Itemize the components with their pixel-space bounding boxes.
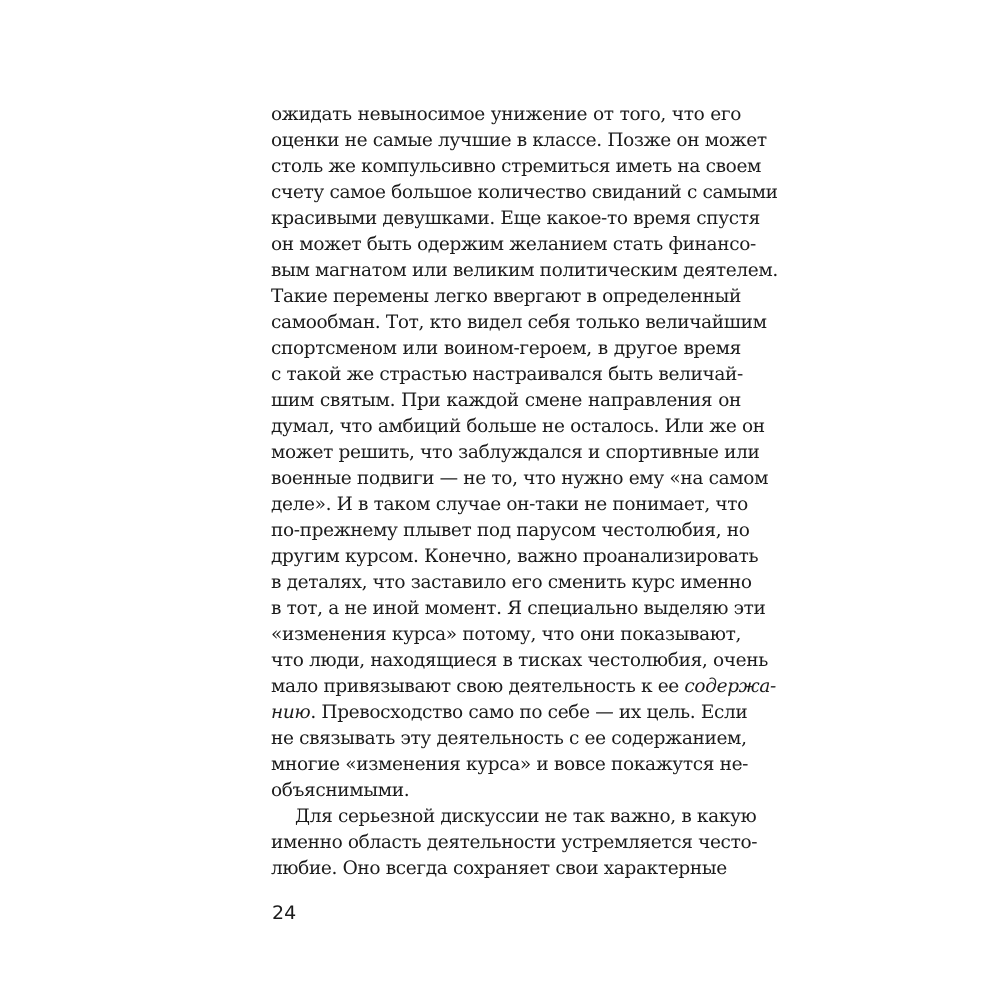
italic-text: нию bbox=[271, 702, 311, 723]
text-line bbox=[271, 388, 741, 414]
text-run: объяснимыми. bbox=[271, 780, 410, 801]
text-line bbox=[271, 674, 776, 700]
text-run: с такой же страстью настраивался быть величай- bbox=[271, 364, 743, 385]
text-run: может решить, что заблуждался и спортивные или bbox=[271, 442, 760, 463]
text-run: оценки не самые лучшие в классе. Позже он может bbox=[271, 130, 767, 151]
text-line bbox=[271, 310, 767, 336]
text-line bbox=[271, 596, 766, 622]
text-run: шим святым. При каждой смене направления он bbox=[271, 390, 741, 411]
text-line bbox=[271, 232, 756, 258]
text-line bbox=[271, 414, 765, 440]
text-run: что люди, находящиеся в тисках честолюбия, очень bbox=[271, 650, 768, 671]
text-line bbox=[271, 570, 752, 596]
text-run: Такие перемены легко ввергают в определенный bbox=[271, 286, 741, 307]
text-run: . Превосходство само по себе — их цель. Если bbox=[310, 702, 748, 723]
text-run: вым магнатом или великим политическим деятелем. bbox=[271, 260, 778, 281]
text-run: самообман. Тот, кто видел себя только величайшим bbox=[271, 312, 767, 333]
text-line bbox=[271, 648, 768, 674]
text-line bbox=[271, 492, 748, 518]
italic-text: содержа- bbox=[684, 676, 776, 697]
text-run: спортсменом или воином-героем, в другое время bbox=[271, 338, 741, 359]
text-run: военные подвиги — не то, что нужно ему «на самом bbox=[271, 468, 769, 489]
text-line bbox=[271, 804, 757, 830]
text-line bbox=[271, 362, 741, 388]
page-number: 24 bbox=[272, 902, 297, 924]
text-run: он может быть одержим желанием стать финансо- bbox=[271, 234, 756, 255]
text-line bbox=[271, 102, 741, 128]
text-line bbox=[271, 700, 748, 726]
text-run: по-прежнему плывет под парусом честолюбия, но bbox=[271, 520, 750, 541]
text-line bbox=[271, 778, 741, 804]
text-run: ожидать невыносимое унижение от того, что его bbox=[271, 104, 741, 125]
text-line bbox=[271, 830, 758, 856]
text-run: в деталях, что заставило его сменить курс именно bbox=[271, 572, 752, 593]
text-line bbox=[271, 336, 741, 362]
text-run: не связывать эту деятельность с ее содержанием, bbox=[271, 728, 747, 749]
text-run: другим курсом. Конечно, важно проанализировать bbox=[271, 546, 759, 567]
text-run: Для серьезной дискуссии не так важно, в какую bbox=[295, 806, 757, 827]
text-line bbox=[271, 258, 778, 284]
text-line bbox=[271, 440, 760, 466]
text-line bbox=[271, 206, 760, 232]
text-run: счету самое большое количество свиданий с самыми bbox=[271, 182, 778, 203]
text-run: столь же компульсивно стремиться иметь на своем bbox=[271, 156, 762, 177]
text-run: именно область деятельности устремляется често- bbox=[271, 832, 758, 853]
text-line bbox=[271, 154, 762, 180]
text-line bbox=[271, 726, 747, 752]
text-line bbox=[271, 466, 769, 492]
text-line bbox=[271, 180, 778, 206]
text-run: деле». И в таком случае он-таки не понимает, что bbox=[271, 494, 748, 515]
text-line bbox=[271, 284, 741, 310]
text-run: любие. Оно всегда сохраняет свои характерные bbox=[271, 858, 727, 879]
text-line bbox=[271, 622, 741, 648]
text-run: думал, что амбиций больше не осталось. Или же он bbox=[271, 416, 765, 437]
text-line bbox=[271, 544, 759, 570]
text-run: мало привязывают свою деятельность к ее bbox=[271, 676, 685, 697]
text-run: в тот, а не иной момент. Я специально выделяю эти bbox=[271, 598, 766, 619]
body-text bbox=[271, 102, 778, 882]
text-run: красивыми девушками. Еще какое-то время спустя bbox=[271, 208, 760, 229]
text-line bbox=[271, 518, 750, 544]
text-line bbox=[271, 128, 767, 154]
text-line bbox=[271, 856, 741, 882]
text-line bbox=[271, 752, 749, 778]
text-run: многие «изменения курса» и вовсе покажутся не- bbox=[271, 754, 749, 775]
text-run: «изменения курса» потому, что они показывают, bbox=[271, 624, 741, 645]
